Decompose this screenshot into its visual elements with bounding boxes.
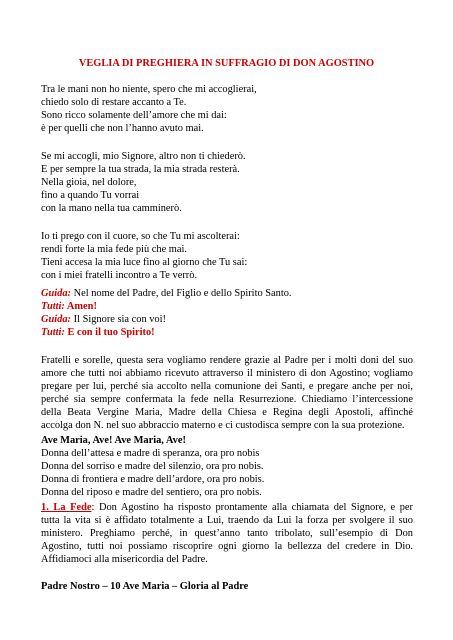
stanza-line: con la mano nella tua camminerò. — [41, 203, 182, 214]
stanza-line: Nella gioia, nel dolore, — [41, 177, 137, 188]
liturgical-dialogue — [41, 287, 413, 339]
litany-line: Donna di frontiera e madre dell’ardore, ora pro nobis. — [41, 474, 265, 485]
guida-label: Guida: — [41, 314, 72, 325]
stanza-line: è per quelli che non l’hanno avuto mai. — [41, 123, 204, 134]
paragraph-line: perché sia sempre confermata la fede nella Resurrezione. Chiediamo l’intercessione — [41, 394, 413, 405]
paragraph-line: Agostino, tutti noi possiamo riscoprire ogni giorno la bellezza del credere in Dio. — [41, 541, 413, 552]
tutti-label: Tutti: — [41, 301, 65, 312]
litany-line: Donna del sorriso e madre del silenzio, ora pro nobis. — [41, 461, 264, 472]
stanza-line: fino a quando Tu vorrai — [41, 190, 140, 201]
dialogue-response: E con il tuo Spirito! — [64, 327, 155, 338]
ave-maria-section — [41, 434, 413, 499]
fede-label: 1. La Fede — [41, 502, 92, 513]
dialogue-line — [41, 313, 413, 326]
ave-heading: Ave Maria, Ave! Ave Maria, Ave! — [41, 435, 186, 446]
guida-label: Guida: — [41, 288, 72, 299]
stanza-line: E per sempre la tua strada, la mia strada resterà. — [41, 164, 240, 175]
stanza-line: Tra le mani non ho niente, spero che mi accoglierai, — [41, 84, 257, 95]
fede-section — [41, 501, 413, 566]
dialogue-line — [41, 287, 413, 300]
stanza-line: chiedo solo di restare accanto a Te. — [41, 97, 187, 108]
document-title: VEGLIA DI PREGHIERA IN SUFFRAGIO DI DON AGOSTINO — [78, 58, 375, 69]
dialogue-response: Amen! — [64, 301, 97, 312]
paragraph-line: Affidiamoci alla misericordia del Padre. — [41, 554, 208, 565]
stanza-line: Se mi accogli, mio Signore, altro non ti chiederò. — [41, 151, 246, 162]
paragraph-line: Fratelli e sorelle, questa sera vogliamo rendere grazie al Padre per i molti doni del suo — [41, 355, 413, 366]
paragraph-line: accolga don N. nel suo abbraccio materno e ci custodisca sempre con la sua protezione. — [41, 420, 405, 431]
litany-line: Donna del riposo e madre del sentiero, ora pro nobis. — [41, 487, 262, 498]
song-stanza-3 — [41, 230, 413, 282]
litany-line: Donna dell’attesa e madre di speranza, ora pro nobis — [41, 448, 260, 459]
paragraph-line: pregare per lui, perché sia accolto nella comunione dei Santi, e pregare anche per noi, — [41, 381, 413, 392]
stanza-line: con i miei fratelli incontro a Te verrò. — [41, 270, 198, 281]
stanza-line: Sono ricco solamente dell’amore che mi dai: — [41, 110, 227, 121]
stanza-line: Tieni accesa la mia luce fino al giorno che Tu sai: — [41, 257, 248, 268]
stanza-line: rendi forte la mia fede più che mai. — [41, 244, 187, 255]
paragraph-line: ministero. Preghiamo perché, in quest’anno tanto tribolato, sull’esempio di Don — [41, 528, 413, 539]
dialogue-text: Il Signore sia con voi! — [71, 314, 166, 325]
dialogue-line — [41, 326, 413, 339]
paragraph-line — [41, 501, 413, 514]
paragraph-line: della Beata Vergine Maria, Madre della Chiesa e Regina degli Apostoli, affinché — [41, 407, 413, 418]
intro-paragraph — [41, 354, 413, 432]
paragraph-line: tutta la vita si è affidato totalmente a Lui, traendo da Lui la forza per svolgere il suo — [41, 515, 413, 526]
dialogue-line — [41, 300, 413, 313]
tutti-label: Tutti: — [41, 327, 65, 338]
closing-prayers: Padre Nostro – 10 Ave Maria – Gloria al Padre — [41, 581, 249, 592]
stanza-line: Io ti prego con il cuore, so che Tu mi ascolterai: — [41, 231, 240, 242]
dialogue-text: Nel nome del Padre, del Figlio e dello Spirito Santo. — [71, 288, 292, 299]
song-stanza-1 — [41, 83, 413, 135]
song-stanza-2 — [41, 150, 413, 215]
paragraph-text: : Don Agostino ha risposto prontamente alla chiamata del Signore, e per — [91, 502, 413, 513]
paragraph-line: amore che tutti noi abbiamo ricevuto attraverso il ministero di don Agostino; vogliamo — [41, 368, 413, 379]
